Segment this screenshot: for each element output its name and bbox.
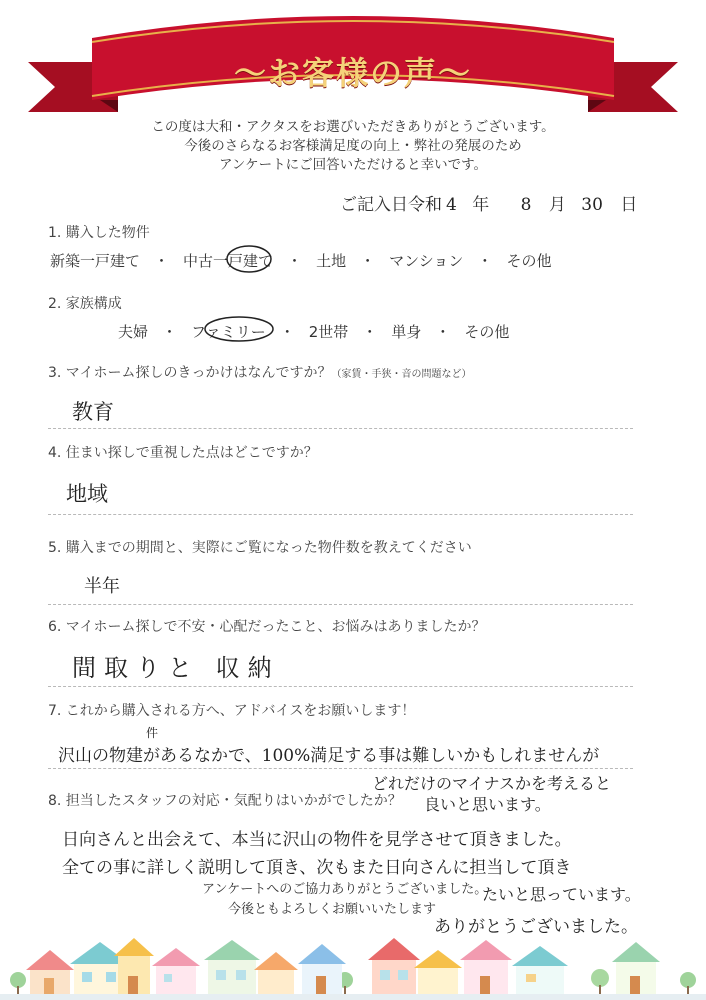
q1-option-2: 中古一戸建て [183, 252, 274, 270]
page-title: ～お客様の声～ [233, 54, 472, 92]
date-era: 令和 [408, 195, 442, 215]
header-ribbon [0, 0, 706, 120]
question-4-label: 4. 住まい探しで重視した点はどこですか？ [48, 445, 318, 461]
q2-option-1: 夫婦 [118, 323, 149, 341]
question-7-answer-line-3: 良いと思います。 [424, 795, 551, 814]
q2-option-4: 単身 [391, 323, 422, 341]
question-1-label: 1. 購入した物件 [48, 225, 150, 241]
q2-option-5: その他 [464, 323, 510, 341]
question-8-answer-line-4: ありがとうございました。 [434, 917, 638, 937]
date-month-unit: 月 [548, 195, 566, 215]
question-2-label: 2. 家族構成 [48, 296, 122, 312]
question-7-answer-line-1: 沢山の物建があるなかで、100%満足する事は難しいかもしれませんが [58, 746, 600, 766]
question-8-answer-line-2: 全ての事に詳しく説明して頂き、次もまた日向さんに担当して頂き [62, 858, 572, 878]
q1-selection-circle [224, 244, 274, 276]
question-3-text: 3. マイホーム探しのきっかけはなんですか？ [48, 365, 332, 381]
intro-line-2: 今後のさらなるお客様満足度の向上・弊社の発展のため [184, 138, 522, 154]
divider-5 [48, 604, 633, 605]
q1-option-1: 新築一戸建て [50, 252, 141, 270]
question-1-options: 新築一戸建て ・ 中古一戸建て ・ 土地 ・ マンション ・ その他 [50, 252, 552, 270]
question-8-label: 8. 担当したスタッフの対応・気配りはいかがでしたか？ [48, 793, 402, 809]
question-7-answer-line-2: どれだけのマイナスかを考えると [372, 774, 612, 793]
question-6-answer: 間取りと 収納 [72, 654, 280, 682]
question-2-options: 夫婦 ・ ファミリー ・ 2世帯 ・ 単身 ・ その他 [118, 323, 510, 341]
question-4-answer: 地域 [66, 482, 108, 506]
q2-selection-circle [202, 314, 276, 346]
date-month: 8 [520, 195, 532, 215]
date-year: 4 [446, 195, 457, 215]
date-day-unit: 日 [620, 195, 638, 215]
question-8-answer-line-3: たいと思っています。 [482, 885, 641, 904]
question-7-label: 7. これから購入される方へ、アドバイスをお願いします！ [48, 703, 416, 719]
q1-option-5: その他 [506, 252, 552, 270]
date-year-unit: 年 [472, 195, 490, 215]
divider-6 [48, 686, 633, 687]
q1-option-3: 土地 [316, 252, 347, 270]
question-3-note: （家賃・手狭・音の問題など） [331, 369, 472, 380]
question-3-answer: 教育 [72, 400, 114, 424]
date-label: ご記入日 [340, 195, 408, 215]
date-row [340, 190, 637, 215]
date-day: 30 [581, 195, 603, 215]
houses-illustration [0, 930, 706, 1000]
question-3-label [48, 362, 472, 382]
q1-option-4: マンション [389, 252, 464, 270]
question-8-answer-line-1: 日向さんと出会えて、本当に沢山の物件を見学させて頂きました。 [62, 830, 572, 850]
divider-4 [48, 514, 633, 515]
divider-7 [48, 768, 633, 769]
question-5-label: 5. 購入までの期間と、実際にご覧になった物件数を教えてください [48, 540, 472, 556]
closing-line-1: アンケートへのご協力ありがとうございました。 [202, 882, 488, 897]
question-5-answer: 半年 [84, 576, 120, 597]
question-6-label: 6. マイホーム探しで不安・心配だったこと、お悩みはありましたか？ [48, 619, 486, 635]
intro-line-1: この度は大和・アクタスをお選びいただきありがとうございます。 [151, 119, 555, 135]
closing-line-2: 今後ともよろしくお願いいたします [228, 902, 437, 917]
intro-line-3: アンケートにご回答いただけると幸いです。 [218, 157, 488, 173]
q2-option-3: 2世帯 [308, 323, 349, 341]
question-7-insert-mark: 件 [146, 726, 159, 740]
q2-option-2: ファミリー [191, 323, 266, 341]
divider-3 [48, 428, 633, 429]
